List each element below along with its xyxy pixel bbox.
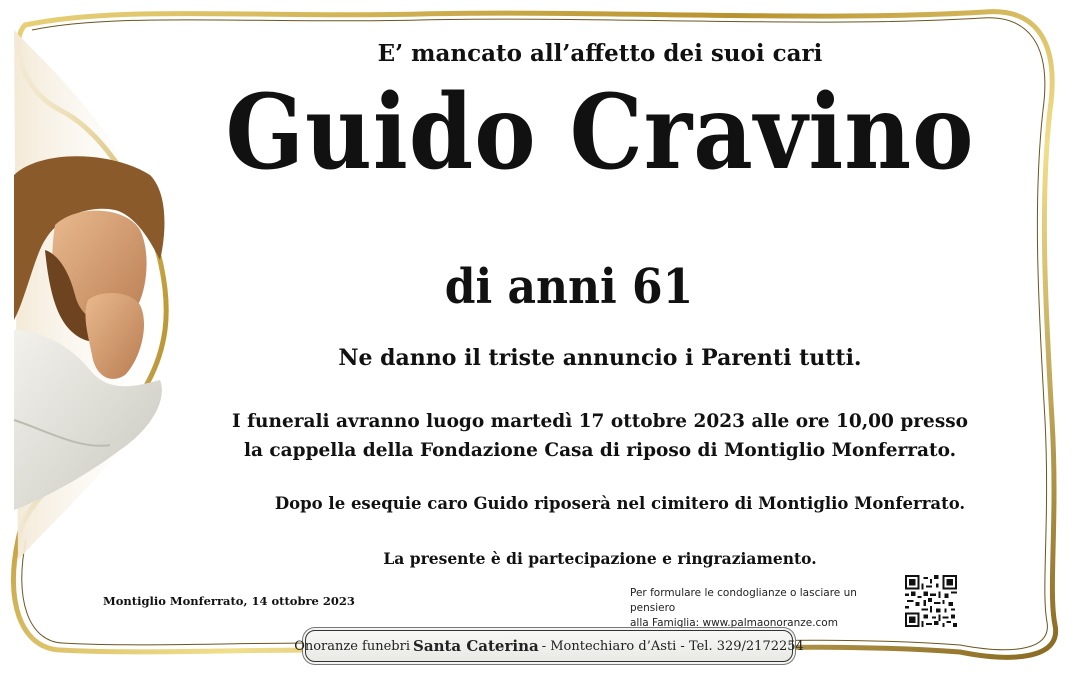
age-text: di anni 61 [444,259,694,316]
announcement-text: Ne danno il triste annuncio i Parenti tutti. [338,345,862,371]
condolence-line-1: Per formulare le condoglianze o lasciare un pensiero [630,587,857,614]
thanks-text: La presente è di partecipazione e ringraziamento. [383,549,817,568]
footer-contact: - Montechiaro d’Asti - Tel. 329/2172254 [541,638,804,654]
footer-brand: Santa Caterina [413,637,539,655]
funeral-home-footer [294,630,804,662]
burial-text: Dopo le esequie caro Guido riposerà nel cimitero di Montiglio Monferrato. [274,494,966,513]
place-date: Montiglio Monferrato, 14 ottobre 2023 [103,594,355,608]
funeral-info-line-2: la cappella della Fondazione Casa di riposo di Montiglio Monferrato. [243,440,957,461]
deceased-name: Guido Cravino [225,71,975,193]
funeral-info-line-1: I funerali avranno luogo martedì 17 ottobre 2023 alle ore 10,00 presso [232,411,968,432]
footer-prefix: Onoranze funebri [294,638,411,654]
intro-text: E’ mancato all’affetto dei suoi cari [377,40,823,67]
condolence-info [630,586,900,631]
qr-code-icon[interactable] [905,575,957,627]
condolence-line-2: alla Famiglia: www.palmaonoranze.com [630,617,838,629]
